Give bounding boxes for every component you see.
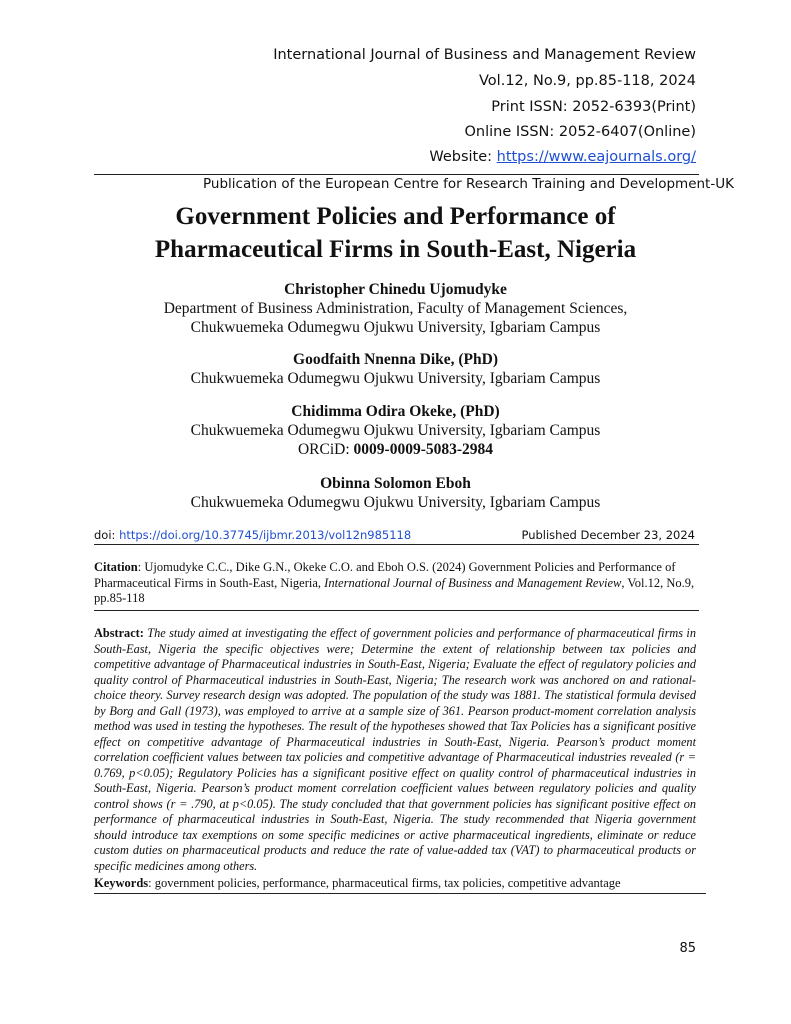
author-affiliation: Chukwuemeka Odumegwu Ojukwu University, Igbariam Campus [190,319,601,336]
author-block-4 [0,474,791,512]
author-affiliation: Chukwuemeka Odumegwu Ojukwu University, Igbariam Campus [190,494,601,511]
doi-line [94,528,411,542]
author-affiliation: Chukwuemeka Odumegwu Ojukwu University, Igbariam Campus [190,422,601,439]
publisher-line: Publication of the European Centre for Research Training and Development-UK [203,176,734,192]
author-affiliation: Department of Business Administration, Faculty of Management Sciences, [163,300,628,317]
author-name: Obinna Solomon Eboh [320,475,471,492]
volume-info: Vol.12, No.9, pp.85-118, 2024 [479,73,696,89]
doi-link[interactable]: https://doi.org/10.37745/ijbmr.2013/vol12n985118 [119,528,412,542]
citation-rule [94,610,699,611]
citation-journal: International Journal of Business and Management Review [324,575,622,590]
abstract-text: The study aimed at investigating the effect of government policies and performance of pharmaceutical firms in South-East, Nigeria the specific objectives were; Determine the extent of relationship between tax policies and competitive advantage of Pharmaceutical industries in South-East, Nigeria; Evaluate the effect of regulatory policies and quality control of Pharmaceutical industries in South-East, Nigeria; The research work was anchored on and rational-choice theory. Survey research design was adopted. The population of the study was 1881. The statistical formula devised by Borg and Gall (1973), was employed to arrive at a sample size of 361. Pearson product-moment correlation analysis method was used in testing the hypotheses. The result of the hypotheses showed that Tax Policies has a significant positive effect on competitive advantage of Pharmaceutical industries in South-East, Nigeria. Pearson’s product moment correlation coefficient values between tax policies and competitive advantage of Pharmaceutical industries revealed (r = 0.769, p<0.05); Regulatory Policies has a significant positive effect on quality control of pharmaceutical industries in South-East, Nigeria. Pearson’s product moment correlation coefficient values between regulatory policies and quality control shows (r = .790, at p<0.05). The study concluded that that government policies has significant positive effect on performance of pharmaceutical industries in South-East, Nigeria. The study recommended that Nigeria government should introduce tax exemptions on some specific medicines or active pharmaceutical ingredients, eliminate or reduce custom duties on pharmaceutical products and reduce the rate of value-added tax (VAT) to pharmaceutical products or specific medicines among others. [94,626,696,873]
online-issn: Online ISSN: 2052-6407(Online) [464,124,696,140]
doi-label: doi: [94,528,120,542]
orcid-label: ORCiD: [297,441,354,458]
author-name: Goodfaith Nnenna Dike, (PhD) [293,351,498,368]
keywords-text: : government policies, performance, pharmaceutical firms, tax policies, competitive advantage [148,876,621,890]
author-affiliation: Chukwuemeka Odumegwu Ojukwu University, Igbariam Campus [190,370,601,387]
author-block-3 [0,402,791,459]
title-line-1: Government Policies and Performance of [175,203,616,230]
author-block-1 [0,280,791,337]
page-number: 85 [679,941,696,956]
keywords [94,876,696,892]
citation-text: : Ujomudyke C.C., Dike G.N., Okeke C.O. and Eboh O.S. (2024) Government Policies and Performance of Pharmaceutical Firms in South-East, Nigeria, [94,560,676,590]
author-name: Christopher Chinedu Ujomudyke [284,281,507,298]
citation [94,560,696,607]
website-link[interactable]: https://www.eajournals.org/ [496,149,696,165]
published-date: Published December 23, 2024 [521,528,695,542]
author-orcid [0,440,791,459]
print-issn: Print ISSN: 2052-6393(Print) [491,99,696,115]
website-line [429,149,696,165]
paper-title [0,200,791,266]
author-block-2 [0,350,791,388]
orcid-id: 0009-0009-5083-2984 [353,441,494,458]
citation-label: Citation [94,560,138,574]
abstract-label: Abstract: [94,626,144,640]
abstract [94,626,696,874]
citation-text-end: , Vol.12, No.9, pp.85-118 [94,575,695,605]
journal-name: International Journal of Business and Management Review [273,47,696,63]
doi-rule [94,544,699,545]
keywords-label: Keywords [94,876,149,890]
header-rule [94,174,699,175]
keywords-rule [94,893,706,894]
author-name: Chidimma Odira Okeke, (PhD) [291,403,500,420]
website-label: Website: [429,149,497,165]
title-line-2: Pharmaceutical Firms in South-East, Nigeria [154,236,637,263]
